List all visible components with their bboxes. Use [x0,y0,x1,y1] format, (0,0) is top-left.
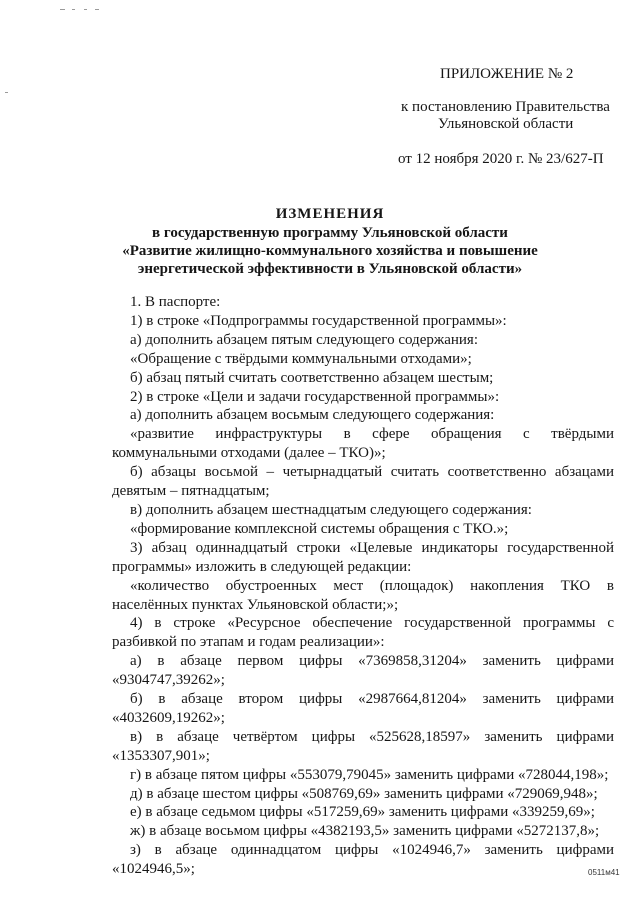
paragraph: «количество обустроенных мест (площадок) накопления ТКО в населённых пунктах Ульяновской области;»; [112,577,614,613]
title-line-4: энергетической эффективности в Ульяновской области» [137,261,523,277]
paragraph: а) дополнить абзацем восьмым следующего содержания: [130,407,495,424]
scan-speck [95,9,99,10]
footer-stamp: 0511м41 [588,868,620,877]
paragraph: 4) в строке «Ресурсное обеспечение государственной программы с разбивкой по этапам и годам реализации»: [112,615,614,651]
appendix-label: ПРИЛОЖЕНИЕ № 2 [440,66,574,82]
region-line: Ульяновской области [438,116,574,132]
paragraph: а) дополнить абзацем пятым следующего содержания: [130,331,478,348]
paragraph: в) дополнить абзацем шестнадцатым следующего содержания: [130,501,532,518]
paragraph: «Обращение с твёрдыми коммунальными отходами»; [130,350,472,367]
paragraph: 1) в строке «Подпрограммы государственной программы»: [130,312,507,329]
document-title: ИЗМЕНЕНИЯ [275,206,385,222]
title-line-3: «Развитие жилищно-коммунального хозяйства и повышение [122,243,538,259]
title-line-2: в государственную программу Ульяновской области [152,225,508,241]
paragraph: «развитие инфраструктуры в сфере обращения с твёрдыми коммунальными отходами (далее – ТКО)»; [112,426,614,462]
paragraph: е) в абзаце седьмом цифры «517259,69» заменить цифрами «339259,69»; [130,804,595,821]
date-number-line: от 12 ноября 2020 г. № 23/627-П [398,151,604,167]
paragraph: «формирование комплексной системы обращения с ТКО.»; [130,520,509,537]
paragraph: б) абзац пятый считать соответственно абзацем шестым; [130,369,494,386]
resolution-line: к постановлению Правительства [401,99,610,115]
paragraph: ж) в абзаце восьмом цифры «4382193,5» заменить цифрами «5272137,8»; [130,823,600,840]
paragraph: б) в абзаце втором цифры «2987664,81204» заменить цифрами «4032609,19262»; [112,691,614,726]
paragraph: з) в абзаце одиннадцатом цифры «1024946,7» заменить цифрами «1024946,5»; [112,842,614,878]
paragraph: а) в абзаце первом цифры «7369858,31204» заменить цифрами «9304747,39262»; [112,653,614,689]
paragraph: г) в абзаце пятом цифры «553079,79045» заменить цифрами «728044,198»; [130,766,609,783]
scan-speck [60,9,65,10]
scan-speck [84,9,87,10]
paragraph: б) абзацы восьмой – четырнадцатый считать соответственно абзацами девятым – пятнадцатым; [112,464,614,500]
document-body [112,293,614,879]
paragraph: 1. В паспорте: [130,294,221,310]
scan-speck [72,9,75,10]
paragraph: 2) в строке «Цели и задачи государственной программы»: [130,388,500,405]
paragraph: 3) абзац одиннадцатый строки «Целевые индикаторы государственной программы» изложить в следующей редакции: [112,539,614,575]
paragraph: в) в абзаце четвёртом цифры «525628,18597» заменить цифрами «1353307,901»; [112,728,614,764]
paragraph: д) в абзаце шестом цифры «508769,69» заменить цифрами «729069,948»; [130,785,598,802]
scan-speck [5,92,8,93]
